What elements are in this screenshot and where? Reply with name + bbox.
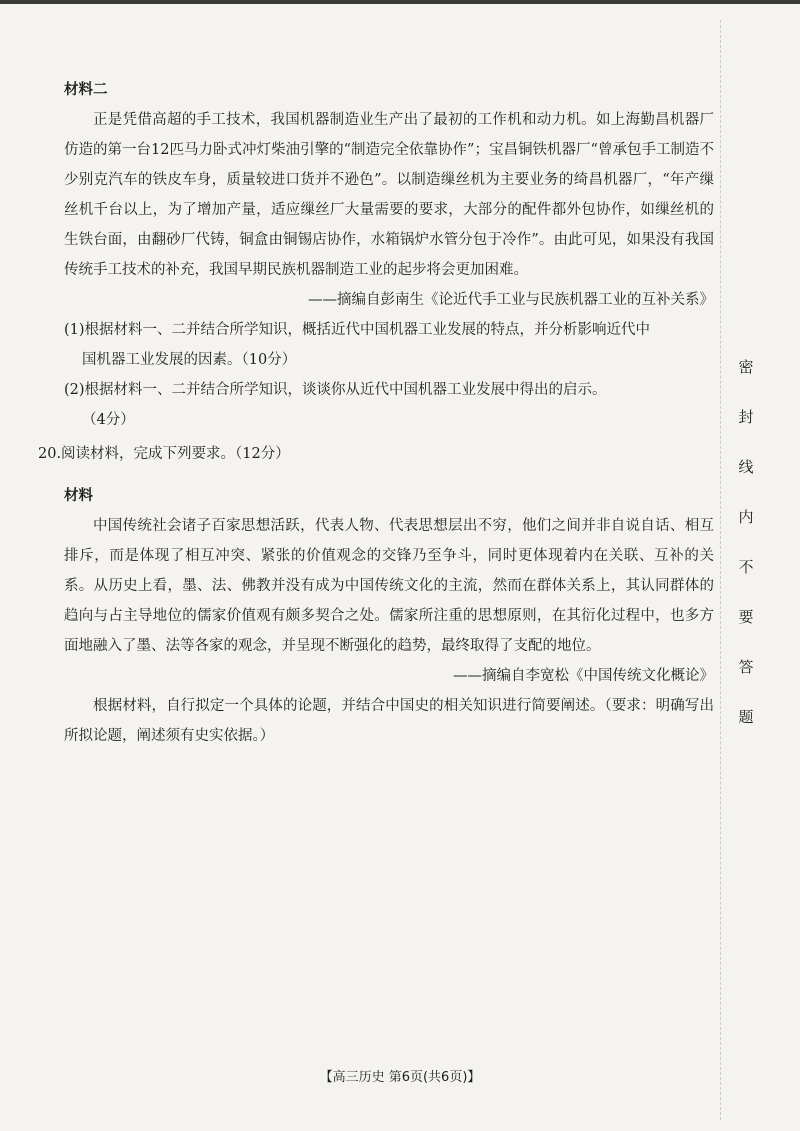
question-19-1-text: (1)根据材料一、二并结合所学知识，概括近代中国机器工业发展的特点，并分析影响近代中 <box>64 322 651 338</box>
material2-paragraph: 正是凭借高超的手工技术，我国机器制造业生产出了最初的工作机和动力机。如上海勤昌机器厂仿造的第一台12匹马力卧式冲灯柴油引擎的“制造完全依靠协作”；宝昌铜铁机器厂“曾承包手工制造不少别克汽车的铁皮车身，质量较进口货并不逊色”。以制造缫丝机为主要业务的绮昌机器厂，“年产缫丝机千台以上，为了增加产量，适应缫丝厂大量需要的要求，大部分的配件都外包协作，如缫丝机的生铁台面，由翻砂厂代铸，铜盒由铜锡店协作，水箱锅炉水管分包于冷作”。由此可见，如果没有我国传统手工技术的补充，我国早期民族机器制造工业的起步将会更加困难。 <box>64 112 714 278</box>
question-19-2-cont: （4分） <box>82 412 135 428</box>
seal-char: 要 <box>738 608 754 626</box>
question-19-1 <box>64 315 714 375</box>
question-20-instruction: 根据材料，自行拟定一个具体的论题，并结合中国史的相关知识进行简要阐述。（要求：明确写出所拟论题，阐述须有史实依据。） <box>64 697 714 744</box>
seal-char: 答 <box>738 658 754 676</box>
seal-char: 线 <box>738 458 754 476</box>
scan-top-edge <box>0 0 800 4</box>
question-20-paragraph: 中国传统社会诸子百家思想活跃，代表人物、代表思想层出不穷，他们之间并非自说自话、相互排斥，而是体现了相互冲突、紧张的价值观念的交锋乃至争斗，同时更体现着内在关联、互补的关系。从历史上看，墨、法、佛教并没有成为中国传统文化的主流，然而在群体关系上，其认同群体的趋向与占主导地位的儒家价值观有颇多契合之处。儒家所注重的思想原则，在其衍化过程中，也多方面地融入了墨、法等各家的观念，并呈现不断强化的趋势，最终取得了支配的地位。 <box>64 517 714 654</box>
page-footer: 【高三历史 第6页(共6页)】 <box>319 1070 481 1085</box>
seal-char: 不 <box>738 558 754 576</box>
question-19-2-text: (2)根据材料一、二并结合所学知识，谈谈你从近代中国机器工业发展中得出的启示。 <box>64 382 607 398</box>
material2-title: 材料二 <box>64 82 108 98</box>
seal-warning-strip <box>728 360 764 760</box>
seal-line <box>720 20 722 1120</box>
seal-char: 题 <box>738 708 754 726</box>
question-20-material-title: 材料 <box>64 487 93 504</box>
question-20-source: ——摘编自李宽松《中国传统文化概论》 <box>453 667 714 684</box>
question-19-1-cont: 国机器工业发展的因素。（10分） <box>82 352 297 368</box>
seal-char: 密 <box>738 358 754 376</box>
question-20-heading: 20.阅读材料，完成下列要求。（12分） <box>38 446 290 462</box>
page-content <box>38 78 714 751</box>
seal-char: 封 <box>738 408 754 426</box>
seal-char: 内 <box>738 508 754 526</box>
material2-source: ——摘编自彭南生《论近代手工业与民族机器工业的互补关系》 <box>308 292 714 308</box>
question-19-2 <box>64 375 714 435</box>
